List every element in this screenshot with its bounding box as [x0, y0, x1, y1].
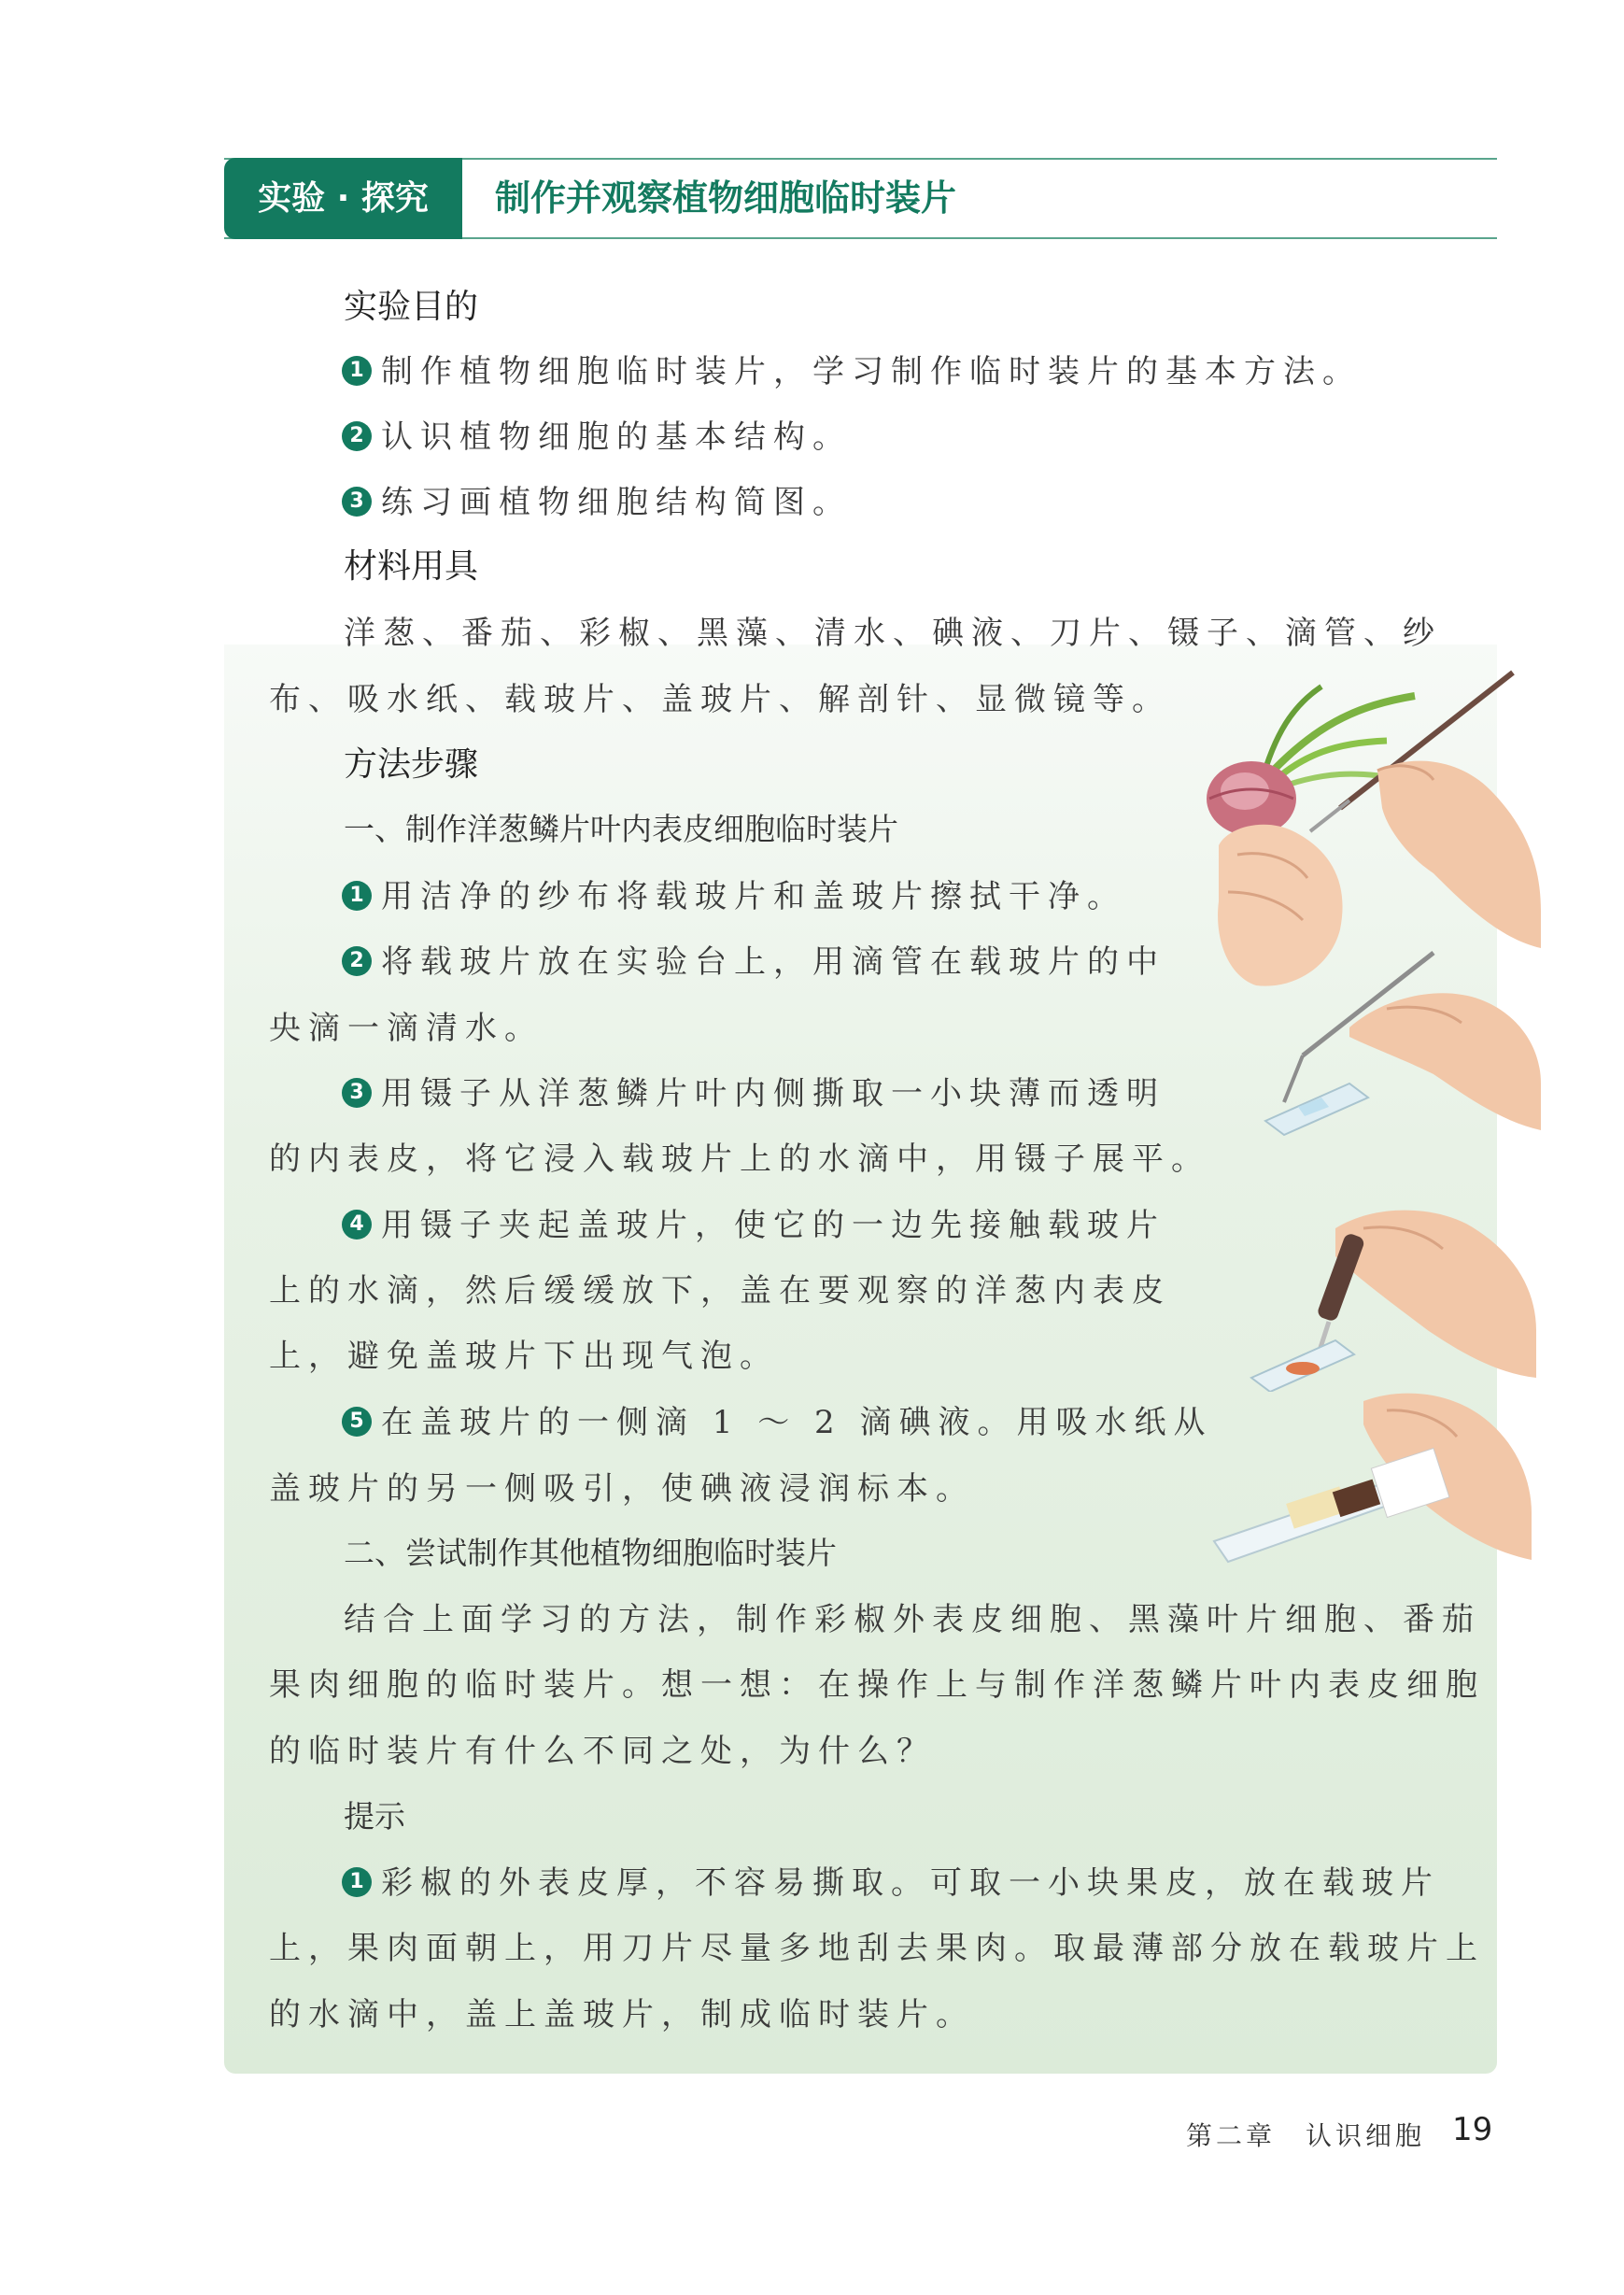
aim-item [342, 482, 852, 523]
step-text: 用洁净的纱布将载玻片和盖玻片擦拭干净。 [381, 878, 1126, 915]
blotting-paper-illustration [1205, 1382, 1541, 1569]
step-text: 用镊子夹起盖玻片，使它的一边先接触载玻片 [381, 1207, 1165, 1244]
step-4 [342, 1205, 1165, 1246]
aim-item-text: 制作植物细胞临时装片，学习制作临时装片的基本方法。 [381, 353, 1362, 390]
heading-aim: 实验目的 [344, 288, 479, 326]
dropper-on-slide-illustration [1242, 1191, 1541, 1392]
heading-method: 方法步骤 [344, 745, 479, 784]
aim-item [342, 351, 1362, 392]
number-badge: 2 [342, 946, 372, 976]
hint-text-continued: 的水滴中，盖上盖玻片，制成临时装片。 [269, 1996, 975, 2033]
step-text-continued: 央滴一滴清水。 [269, 1010, 544, 1047]
hint-text: 彩椒的外表皮厚，不容易撕取。可取一小块果皮，放在载玻片 [381, 1864, 1440, 1902]
step-text-continued: 上，避免盖玻片下出现气泡。 [269, 1338, 779, 1375]
number-badge: 1 [342, 1867, 372, 1897]
part2-text-line: 果肉细胞的临时装片。想一想：在操作上与制作洋葱鳞片叶内表皮细胞 [269, 1666, 1485, 1704]
page-title: 制作并观察植物细胞临时装片 [495, 177, 957, 219]
step-text-continued: 盖玻片的另一侧吸引，使碘液浸润标本。 [269, 1470, 975, 1508]
heading-hint: 提示 [344, 1798, 405, 1835]
step-1 [342, 876, 1126, 917]
aim-item-text: 认识植物细胞的基本结构。 [381, 418, 852, 456]
aim-item-text: 练习画植物细胞结构简图。 [381, 484, 852, 521]
step-text: 用镊子从洋葱鳞片叶内侧撕取一小块薄而透明 [381, 1075, 1165, 1112]
method-part2-title: 二、尝试制作其他植物细胞临时装片 [344, 1535, 837, 1571]
number-badge: 4 [342, 1210, 372, 1240]
step-text: 在盖玻片的一侧滴 1 ～ 2 滴碘液。用吸水纸从 [381, 1404, 1213, 1441]
number-badge: 3 [342, 487, 372, 517]
method-part1-title: 一、制作洋葱鳞片叶内表皮细胞临时装片 [344, 811, 898, 847]
part2-text-line: 结合上面学习的方法，制作彩椒外表皮细胞、黑藻叶片细胞、番茄 [344, 1601, 1481, 1638]
step-2 [342, 942, 1165, 983]
step-text-continued: 上的水滴，然后缓缓放下，盖在要观察的洋葱内表皮 [269, 1272, 1171, 1310]
part2-text-line: 的临时装片有什么不同之处，为什么？ [269, 1733, 936, 1770]
chapter-footer: 第二章 认识细胞 [1186, 2120, 1426, 2151]
number-badge: 1 [342, 881, 372, 911]
number-badge: 1 [342, 356, 372, 386]
tweezers-on-slide-illustration [1247, 943, 1541, 1154]
hint-item [342, 1863, 1440, 1904]
page-number: 19 [1452, 2111, 1493, 2148]
section-tag: 实验 · 探究 [224, 158, 462, 239]
heading-materials: 材料用具 [344, 547, 479, 586]
step-text: 将载玻片放在实验台上，用滴管在载玻片的中 [381, 943, 1165, 981]
number-badge: 2 [342, 421, 372, 451]
materials-text-line: 洋葱、番茄、彩椒、黑藻、清水、碘液、刀片、镊子、滴管、纱 [344, 615, 1442, 652]
aim-item [342, 417, 852, 458]
number-badge: 5 [342, 1407, 372, 1437]
step-text-continued: 的内表皮，将它浸入载玻片上的水滴中，用镊子展平。 [269, 1140, 1210, 1178]
hint-text-continued: 上，果肉面朝上，用刀片尽量多地刮去果肉。取最薄部分放在载玻片上 [269, 1930, 1485, 1967]
materials-text-line: 布、吸水纸、载玻片、盖玻片、解剖针、显微镜等。 [269, 681, 1171, 718]
number-badge: 3 [342, 1078, 372, 1108]
step-3 [342, 1073, 1165, 1114]
step-5 [342, 1402, 1213, 1443]
